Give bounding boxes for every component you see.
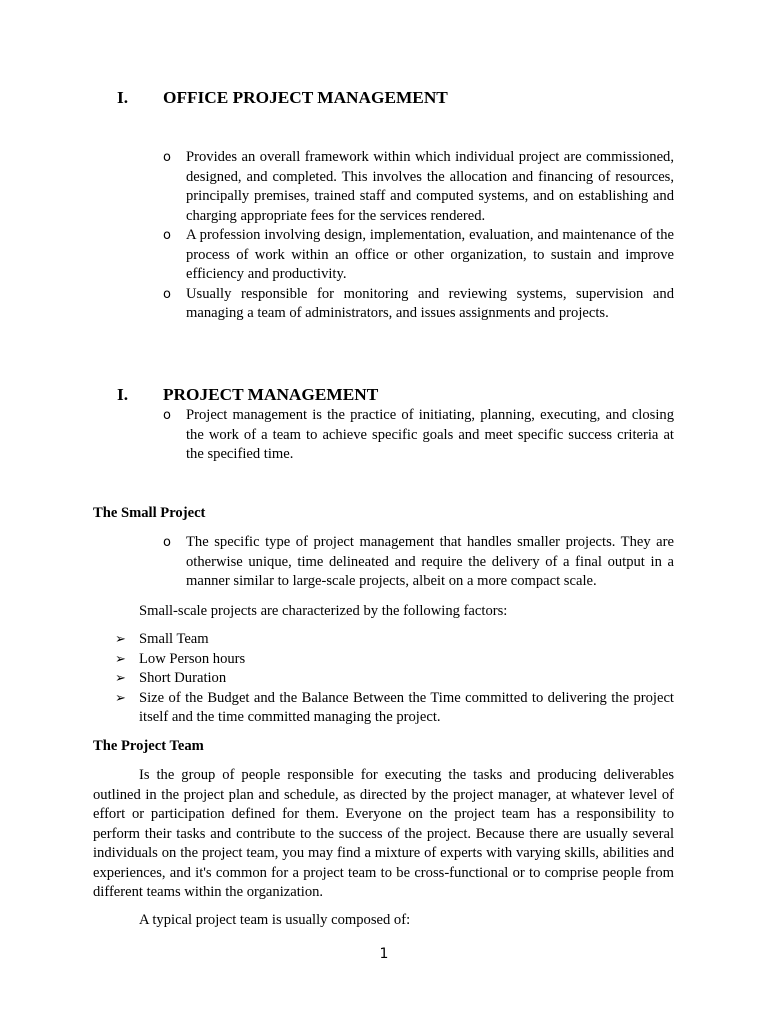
- project-team-paragraph: Is the group of people responsible for executing the tasks and producing deliverables outlined in the project plan and schedule, as directed by the project manager, at whatever level of effort or participation defined for them. Everyone on the project team has a responsibility to perform their tasks and contribute to the success of the project. Because there are usually several individuals on the project team, you may find a mixture of experts with varying skills, abilities and experiences, and it's common for a project team to be cross-functional or to comprise people from different teams within the organization.: [93, 767, 674, 900]
- page-number: 1: [379, 946, 389, 962]
- bullet-marker: o: [163, 228, 171, 243]
- list-item: [115, 689, 674, 728]
- factor-text: Low Person hours: [139, 650, 246, 667]
- section-title: OFFICE PROJECT MANAGEMENT: [163, 88, 448, 107]
- project-team-closing: A typical project team is usually composed of:: [139, 912, 411, 928]
- bullet-text: The specific type of project management that handles smaller projects. They are otherwise unique, time delineated and require the delivery of a final output in a manner similar to large-scale projects, albeit on a more compact scale.: [186, 534, 674, 589]
- factor-text: Small Team: [139, 631, 209, 647]
- list-item: [163, 533, 674, 592]
- list-item: [163, 226, 674, 285]
- bullet-text: Usually responsible for monitoring and reviewing systems, supervision and managing a team of administrators, and issues assignments and projects.: [186, 285, 674, 321]
- section-heading-office-pm: [117, 87, 677, 109]
- section-number: I.: [117, 385, 129, 404]
- pm-bullet-list: [163, 406, 674, 465]
- factors-intro: Small-scale projects are characterized by the following factors:: [139, 603, 508, 619]
- office-pm-bullet-list: [163, 148, 674, 324]
- section-title: PROJECT MANAGEMENT: [163, 385, 379, 404]
- list-item: [115, 650, 674, 670]
- arrow-bullet-icon: ➢: [115, 632, 126, 647]
- list-item: [163, 406, 674, 465]
- factor-text: Size of the Budget and the Balance Between the Time committed to delivering the project itself and the time committed managing the project.: [139, 689, 674, 725]
- section-heading-pm: [117, 384, 677, 406]
- small-project-bullet-list: [163, 533, 674, 592]
- arrow-bullet-icon: ➢: [115, 651, 126, 667]
- arrow-bullet-icon: ➢: [115, 690, 126, 706]
- bullet-marker: o: [163, 408, 171, 423]
- bullet-marker: o: [163, 286, 171, 302]
- list-item: [115, 669, 674, 689]
- list-item: [115, 630, 674, 650]
- section-number: I.: [117, 88, 129, 107]
- bullet-text: Project management is the practice of initiating, planning, executing, and closing the work of a team to achieve specific goals and meet specific success criteria at the specified time.: [186, 407, 674, 462]
- factors-list: [115, 630, 674, 728]
- small-project-heading: The Small Project: [93, 505, 206, 521]
- bullet-marker: o: [163, 535, 171, 550]
- arrow-bullet-icon: ➢: [115, 671, 126, 686]
- list-item: [163, 285, 674, 324]
- bullet-text: Provides an overall framework within which individual project are commissioned, designed, and completed. This involves the allocation and financing of resources, principally premises, trained staff and computed systems, and on establishing and charging appropriate fees for the services rendered.: [186, 149, 674, 224]
- bullet-text: A profession involving design, implementation, evaluation, and maintenance of the process of work within an office or other organization, to sustain and improve efficiency and productivity.: [186, 227, 674, 282]
- bullet-marker: o: [163, 150, 171, 165]
- list-item: [163, 148, 674, 226]
- factor-text: Short Duration: [139, 670, 227, 686]
- project-team-heading: The Project Team: [93, 738, 204, 754]
